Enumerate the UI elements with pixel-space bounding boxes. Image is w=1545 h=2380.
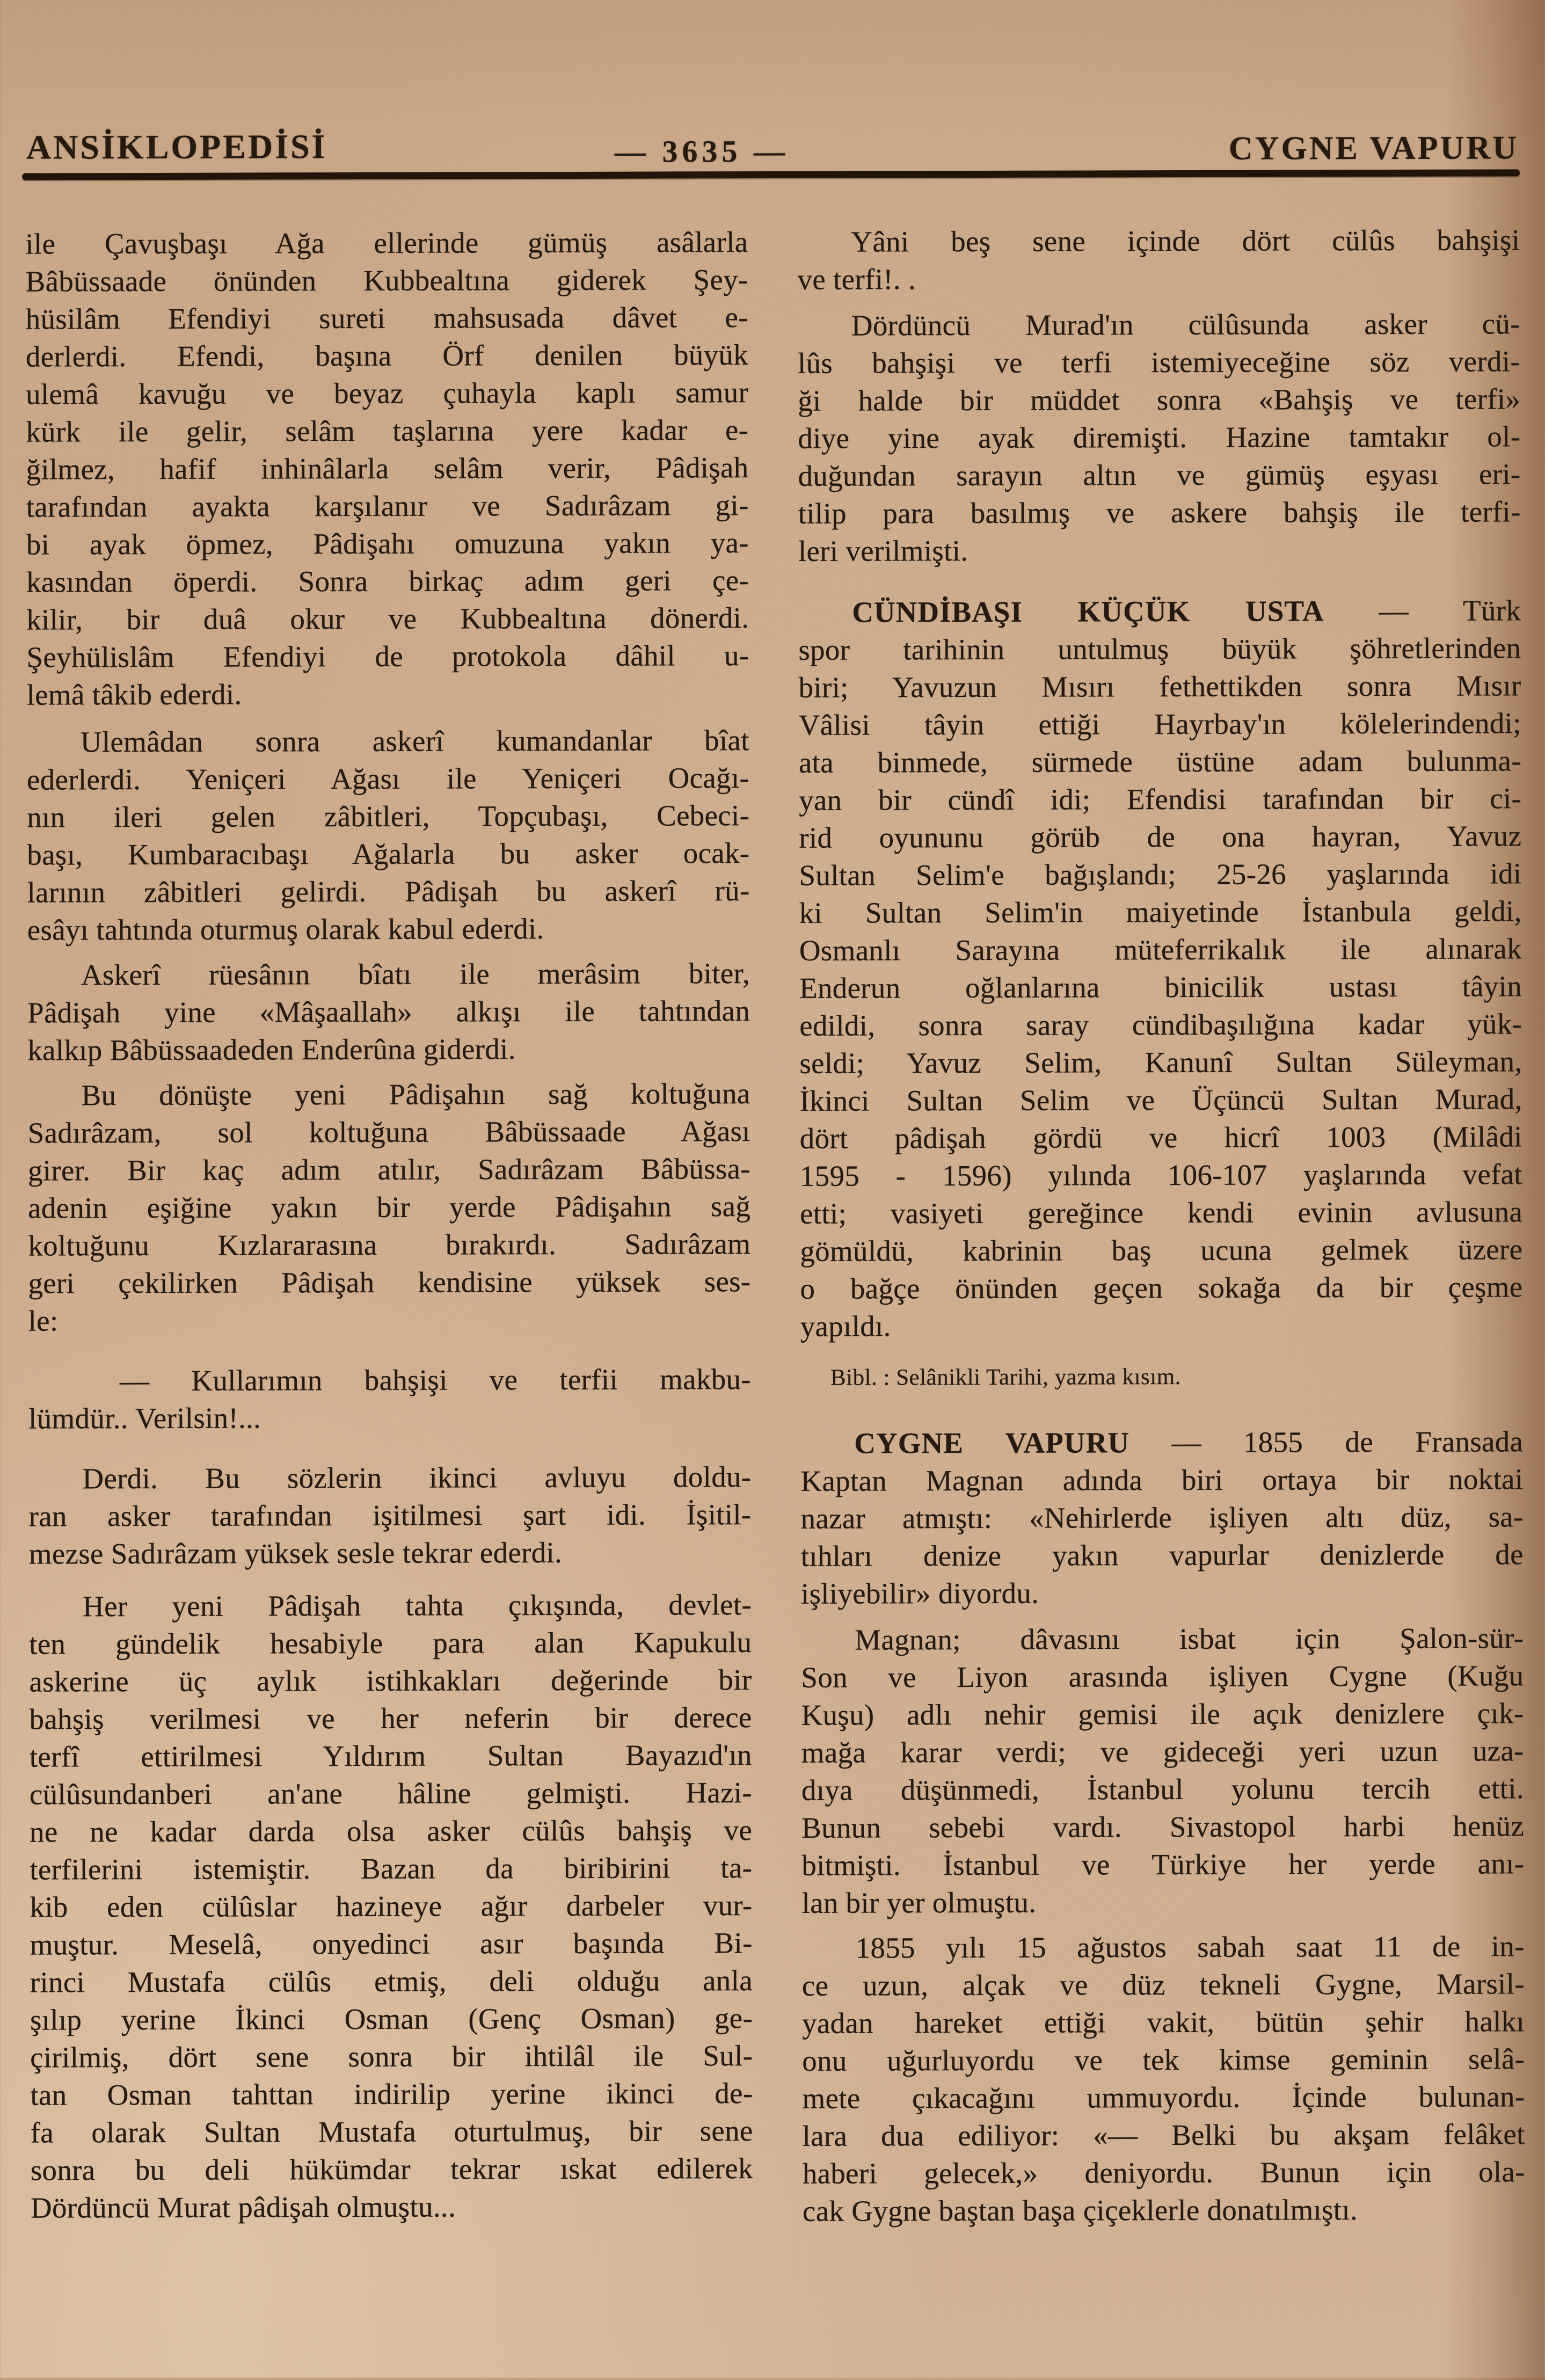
text-line: dıya düşünmedi, İstanbul yolunu tercih etti. xyxy=(801,1772,1525,1807)
text-line: duğundan sarayın altın ve gümüş eşyası eri- xyxy=(798,457,1521,492)
text-line: haberi gelecek,» deniyordu. Bunun için ola- xyxy=(802,2155,1525,2190)
text-line: lemâ tâkib ederdi. xyxy=(26,678,242,711)
text-line: leri verilmişti. xyxy=(798,534,968,567)
text-line: rid oyununu görüb de ona hayran, Yavuz xyxy=(799,819,1522,854)
text-line: bahşiş verilmesi ve her neferin bir derece xyxy=(29,1701,752,1736)
text-line: kilir, bir duâ okur ve Kubbealtına dönerdi. xyxy=(26,601,749,636)
text-column-right xyxy=(797,221,1525,2230)
text-line: sonra bu deli hükümdar tekrar ıskat edilerek xyxy=(30,2152,753,2187)
text-line: Son ve Liyon arasında işliyen Cygne (Kuğu xyxy=(801,1659,1524,1694)
text-line: ce uzun, alçak ve düz tekneli Gygne, Marsil- xyxy=(801,1967,1525,2002)
text-line: 1855 yılı 15 ağustos sabah saat 11 de in- xyxy=(855,1930,1525,1964)
text-line: Magnan; dâvasını isbat için Şalon-sür- xyxy=(855,1621,1524,1656)
text-line: çirilmiş, dört sene sonra bir ihtilâl ile Sul- xyxy=(30,2039,753,2074)
text-line: Kaptan Magnan adında biri ortaya bir noktai xyxy=(800,1462,1524,1497)
text-line: terfilerini istemiştir. Bazan da biribirini ta- xyxy=(30,1851,753,1886)
text-line: seldi; Yavuz Selim, Kanunî Sultan Süleyman, xyxy=(799,1045,1522,1080)
text-line: muştur. Meselâ, onyedinci asır başında Bi- xyxy=(30,1926,753,1961)
text-line: esâyı tahtında oturmuş olarak kabul ederdi. xyxy=(27,912,544,947)
text-line: etti; vasiyeti gereğince kendi evinin avlusuna xyxy=(800,1195,1523,1230)
text-line: tıhları denize yakın vapurlar denizlerde de xyxy=(800,1538,1524,1573)
running-head-article-title: CYGNE VAPURU xyxy=(1228,129,1519,167)
text-line: cülûsundanberi an'ane hâline gelmişti. Hazi- xyxy=(29,1776,753,1811)
text-line: — Kullarımın bahşişi ve terfii makbu- xyxy=(119,1363,752,1398)
text-line: tarafından ayakta karşılanır ve Sadırâzam gi- xyxy=(26,489,749,523)
text-line: ile Çavuşbaşı Ağa ellerinde gümüş asâlarla xyxy=(25,225,748,260)
text-line: askerine üç aylık istihkakları değerinde bir xyxy=(29,1663,752,1698)
text-line: Şeyhülislâm Efendiyi de protokola dâhil u- xyxy=(26,639,749,674)
text-line: Kuşu) adlı nehir gemisi ile açık denizlere çık- xyxy=(801,1697,1524,1731)
text-line: lara dua ediliyor: «— Belki bu akşam felâket xyxy=(802,2117,1525,2152)
text-line: ran asker tarafından işitilmesi şart idi. İşitil- xyxy=(28,1498,752,1533)
text-line: şılıp yerine İkinci Osman (Genç Osman) ge- xyxy=(30,2001,753,2036)
text-line: bi ayak öpmez, Pâdişahı omuzuna yakın ya- xyxy=(26,526,749,561)
text-line: derlerdi. Efendi, başına Örf denilen büyük xyxy=(25,338,749,373)
text-line: onu uğurluyordu ve tek kimse geminin selâ- xyxy=(802,2042,1525,2077)
text-line: lûs bahşişi ve terfi istemiyeceğine söz verdi- xyxy=(797,345,1521,380)
text-line: ği halde bir müddet sonra «Bahşiş ve terfi» xyxy=(798,382,1521,417)
text-line: biri; Yavuzun Mısırı fethettikden sonra Mısır xyxy=(798,669,1521,704)
text-line: ğilmez, hafif inhinâlarla selâm verir, Pâdişah xyxy=(26,451,749,486)
text-line: Her yeni Pâdişah tahta çıkışında, devlet- xyxy=(82,1588,752,1623)
text-line: yadan hareket ettiği vakit, bütün şehir halkı xyxy=(801,2005,1525,2040)
text-line: mezse Sadırâzam yüksek sesle tekrar ederdi. xyxy=(28,1536,563,1570)
text-line: gömüldü, kabrinin baş ucuna gelmek üzere xyxy=(800,1233,1523,1268)
text-line: cak Gygne baştan başa çiçeklerle donatılmıştı. xyxy=(802,2193,1358,2228)
text-line: kib eden cülûslar hazineye ağır darbeler vur- xyxy=(30,1889,753,1924)
text-line: rinci Mustafa cülûs etmiş, deli olduğu anla xyxy=(30,1964,753,1999)
text-line: İkinci Sultan Selim ve Üçüncü Sultan Murad, xyxy=(799,1082,1522,1117)
text-line: Dördüncü Murad'ın cülûsunda asker cü- xyxy=(851,307,1520,342)
header-rule xyxy=(22,169,1520,180)
text-line: ten gündelik hesabiyle para alan Kapukulu xyxy=(29,1626,752,1661)
text-line: Bu dönüşte yeni Pâdişahın sağ koltuğuna xyxy=(81,1077,750,1112)
text-line: Ulemâdan sonra askerî kumandanlar bîat xyxy=(80,724,749,759)
text-line: Bunun sebebi vardı. Sivastopol harbi henüz xyxy=(801,1809,1525,1844)
text-line: Sadırâzam, sol koltuğuna Bâbüssaade Ağası xyxy=(27,1115,750,1149)
page-number: — 3635 — xyxy=(614,133,790,169)
text-line: spor tarihinin untulmuş büyük şöhretlerinden xyxy=(798,631,1521,666)
text-line: edildi, sonra saray cündibaşılığına kadar yük- xyxy=(799,1007,1522,1042)
text-line: ne ne kadar darda olsa asker cülûs bahşiş ve xyxy=(30,1814,753,1848)
text-line: Derdi. Bu sözlerin ikinci avluyu doldu- xyxy=(82,1460,752,1495)
text-line: larının zâbitleri gelirdi. Pâdişah bu askerî rü- xyxy=(27,874,750,909)
text-line: nazar atmıştı: «Nehirlerde işliyen altı düz, sa- xyxy=(800,1500,1524,1535)
text-line: o bağçe önünden geçen sokağa da bir çeşme xyxy=(800,1270,1523,1305)
text-column-left xyxy=(25,223,753,2227)
text-line: 1595 - 1596) yılında 106-107 yaşlarında vefat xyxy=(799,1158,1523,1192)
text-line: Dördüncü Murat pâdişah olmuştu... xyxy=(30,2190,456,2224)
text-line: Bâbüssaade önünden Kubbealtına giderek Şey- xyxy=(25,263,748,298)
text-line: yan bir cündî idi; Efendisi tarafından bir ci- xyxy=(799,782,1522,817)
text-line: bitmişti. İstanbul ve Türkiye her yerde anı- xyxy=(801,1847,1525,1882)
text-line: Yâni beş sene içinde dört cülûs bahşişi xyxy=(851,223,1520,258)
text-line: fa olarak Sultan Mustafa oturtulmuş, bir sene xyxy=(30,2114,753,2149)
text-line: Sultan Selim'e bağışlandı; 25-26 yaşlarında idi xyxy=(799,857,1522,892)
text-line: işliyebilir» diyordu. xyxy=(800,1576,1039,1610)
journal-title: ANSİKLOPEDİSİ xyxy=(26,127,327,166)
bibliography-line: Bibl. : Selânikli Tarihi, yazma kısım. xyxy=(830,1364,1181,1391)
text-line: lan bir yer olmuştu. xyxy=(801,1886,1037,1919)
entry-heading-line: CYGNE VAPURU — 1855 de Fransada xyxy=(854,1425,1524,1460)
text-line: kürk ile gelir, selâm taşlarına yere kadar e- xyxy=(26,413,749,448)
entry-heading-line: CÜNDİBAŞI KÜÇÜK USTA — Türk xyxy=(852,594,1521,629)
text-line: Vâlisi tâyin ettiği Hayrbay'ın kölelerindendi; xyxy=(798,707,1521,741)
text-line: kalkıp Bâbüssaadeden Enderûna giderdi. xyxy=(27,1032,516,1067)
text-line: ki Sultan Selim'in maiyetinde İstanbula geldi, xyxy=(799,894,1522,929)
text-line: Osmanlı Sarayına müteferrikalık ile alınarak xyxy=(799,932,1522,967)
text-line: mağa karar verdi; ve gideceği yeri uzun uza- xyxy=(801,1734,1524,1769)
text-line: geri çekilirken Pâdişah kendisine yüksek ses- xyxy=(28,1265,751,1300)
text-line: ederlerdi. Yeniçeri Ağası ile Yeniçeri Ocağı- xyxy=(26,761,750,796)
text-line: Askerî rüesânın bîatı ile merâsim biter, xyxy=(81,957,750,992)
text-line: ata binmede, sürmede üstüne adam bulunma- xyxy=(798,744,1521,779)
text-line: hüsilâm Efendiyi sureti mahsusada dâvet e- xyxy=(25,301,748,336)
text-line: tilip para basılmış ve askere bahşiş ile terfi- xyxy=(798,495,1521,530)
text-line: terfî ettirilmesi Yıldırım Sultan Bayazıd'ın xyxy=(29,1738,752,1773)
text-line: Pâdişah yine «Mâşaallah» alkışı ile tahtından xyxy=(27,994,750,1029)
text-line: adenin eşiğine yakın bir yerde Pâdişahın sağ xyxy=(28,1190,751,1225)
text-line: Enderun oğlanlarına binicilik ustası tâyin xyxy=(799,970,1522,1005)
text-line: ve terfi!. . xyxy=(797,263,916,296)
text-line: girer. Bir kaç adım atılır, Sadırâzam Bâbüssa- xyxy=(27,1152,750,1187)
text-line: başı, Kumbaracıbaşı Ağalarla bu asker ocak- xyxy=(27,836,750,871)
text-line: le: xyxy=(28,1304,59,1337)
text-line: dört pâdişah gördü ve hicrî 1003 (Milâdi xyxy=(799,1120,1522,1155)
text-line: kasından öperdi. Sonra birkaç adım geri çe- xyxy=(26,564,749,599)
text-line: tan Osman tahttan indirilip yerine ikinci de- xyxy=(30,2077,753,2112)
text-line: ulemâ kavuğu ve beyaz çuhayla kaplı samur xyxy=(26,376,749,411)
text-line: mete çıkacağını ummuyordu. İçinde bulunan- xyxy=(802,2080,1525,2115)
text-line: nın ileri gelen zâbitleri, Topçubaşı, Cebeci- xyxy=(27,799,750,834)
text-line: yapıldı. xyxy=(800,1309,891,1343)
text-line: koltuğunu Kızlararasına bırakırdı. Sadırâzam xyxy=(28,1227,751,1262)
text-line: diye yine ayak diremişti. Hazine tamtakır ol- xyxy=(798,420,1521,455)
text-line: lümdür.. Verilsin!... xyxy=(28,1401,261,1435)
